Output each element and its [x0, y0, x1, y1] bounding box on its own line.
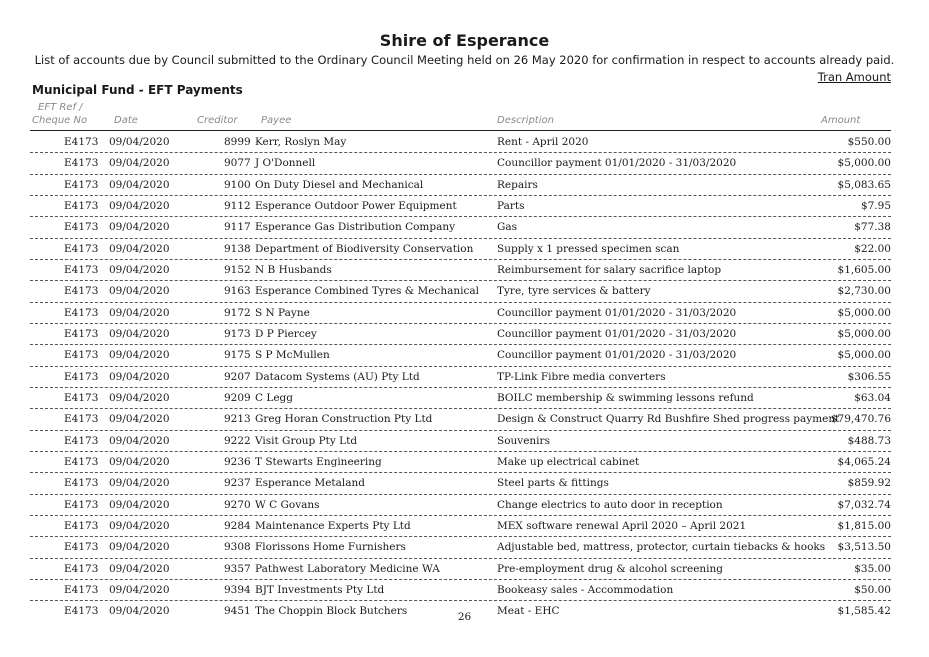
cell-creditor: 9077 [224, 157, 251, 170]
table-row [30, 516, 891, 537]
table-row [30, 260, 891, 281]
cell-amount: $306.55 [847, 370, 891, 383]
table-row [30, 388, 891, 409]
page-number: 26 [457, 611, 472, 623]
cell-ref: E4173 [64, 455, 99, 468]
cell-amount: $1,585.42 [837, 605, 891, 618]
table-row [30, 409, 891, 430]
col-header-ref-line2: Cheque No [32, 115, 88, 126]
table-row [30, 239, 891, 260]
cell-payee: Esperance Combined Tyres & Mechanical [255, 285, 479, 298]
cell-creditor: 9270 [224, 498, 251, 511]
cell-date: 09/04/2020 [109, 327, 170, 340]
cell-creditor: 9394 [224, 583, 251, 596]
cell-description: Change electrics to auto door in reception [497, 498, 723, 511]
cell-creditor: 9237 [224, 477, 251, 490]
table-row [30, 217, 891, 238]
table-row [30, 452, 891, 473]
section-title: Municipal Fund - EFT Payments [32, 83, 243, 97]
cell-date: 09/04/2020 [109, 498, 170, 511]
cell-amount: $63.04 [854, 391, 891, 404]
cell-amount: $7.95 [860, 199, 891, 212]
cell-description: Councillor payment 01/01/2020 - 31/03/2020 [497, 349, 737, 362]
cell-payee: S P McMullen [255, 349, 330, 362]
col-header-creditor: Creditor [197, 115, 238, 126]
cell-description: Councillor payment 01/01/2020 - 31/03/2020 [497, 157, 737, 170]
cell-creditor: 9117 [224, 221, 251, 234]
cell-payee: BJT Investments Pty Ltd [255, 583, 385, 596]
cell-ref: E4173 [64, 605, 99, 618]
cell-creditor: 9152 [224, 263, 251, 276]
cell-payee: T Stewarts Engineering [255, 455, 382, 468]
cell-creditor: 9172 [224, 306, 251, 319]
cell-date: 09/04/2020 [109, 391, 170, 404]
table-row [30, 495, 891, 516]
cell-creditor: 9138 [224, 242, 251, 255]
cell-description: Tyre, tyre services & battery [497, 285, 651, 298]
cell-amount: $550.00 [847, 136, 891, 148]
cell-date: 09/04/2020 [109, 199, 170, 212]
cell-date: 09/04/2020 [109, 242, 170, 255]
table-row [30, 324, 891, 345]
cell-creditor: 9236 [224, 455, 251, 468]
col-header-payee: Payee [261, 115, 292, 126]
table-row [30, 367, 891, 388]
cell-description: Steel parts & fittings [497, 477, 609, 490]
cell-payee: Esperance Gas Distribution Company [255, 221, 456, 234]
cell-ref: E4173 [64, 136, 99, 148]
cell-date: 09/04/2020 [109, 263, 170, 276]
cell-creditor: 9284 [224, 519, 251, 532]
table-row [30, 196, 891, 217]
cell-ref: E4173 [64, 391, 99, 404]
cell-date: 09/04/2020 [109, 605, 170, 618]
cell-date: 09/04/2020 [109, 285, 170, 298]
cell-ref: E4173 [64, 285, 99, 298]
cell-creditor: 9222 [224, 434, 251, 447]
cell-creditor: 9357 [224, 562, 251, 575]
cell-ref: E4173 [64, 413, 99, 426]
cell-date: 09/04/2020 [109, 136, 170, 148]
table-row [30, 303, 891, 324]
header-rule [30, 130, 891, 131]
cell-creditor: 9308 [224, 541, 251, 554]
cell-ref: E4173 [64, 306, 99, 319]
cell-amount: $35.00 [854, 562, 891, 575]
cell-ref: E4173 [64, 541, 99, 554]
cell-payee: Department of Biodiversity Conservation [255, 242, 474, 255]
payments-table [30, 132, 891, 622]
cell-payee: Maintenance Experts Pty Ltd [255, 519, 411, 532]
cell-date: 09/04/2020 [109, 349, 170, 362]
table-row [30, 132, 891, 153]
cell-description: Pre-employment drug & alcohol screening [497, 562, 724, 575]
cell-date: 09/04/2020 [109, 455, 170, 468]
cell-description: Repairs [497, 178, 538, 191]
table-row [30, 281, 891, 302]
cell-ref: E4173 [64, 178, 99, 191]
cell-payee: J O'Donnell [255, 157, 316, 170]
cell-payee: Esperance Metaland [255, 477, 366, 490]
cell-payee: S N Payne [255, 306, 310, 319]
cell-date: 09/04/2020 [109, 306, 170, 319]
cell-payee: N B Husbands [255, 263, 332, 276]
cell-description: Meat - EHC [497, 605, 560, 618]
cell-creditor: 9209 [224, 391, 251, 404]
cell-amount: $77.38 [854, 221, 891, 234]
table-row [30, 559, 891, 580]
col-header-date: Date [114, 115, 138, 126]
cell-amount: $22.00 [854, 242, 891, 255]
cell-description: Reimbursement for salary sacrifice laptop [497, 263, 722, 276]
cell-amount: $3,513.50 [837, 541, 891, 554]
cell-amount: $859.92 [847, 477, 891, 490]
cell-date: 09/04/2020 [109, 221, 170, 234]
cell-creditor: 9163 [224, 285, 251, 298]
cell-payee: Kerr, Roslyn May [255, 136, 347, 148]
cell-payee: Greg Horan Construction Pty Ltd [255, 413, 433, 426]
cell-description: TP-Link Fibre media converters [497, 370, 666, 383]
cell-description: Bookeasy sales - Accommodation [497, 583, 674, 596]
cell-date: 09/04/2020 [109, 178, 170, 191]
cell-ref: E4173 [64, 157, 99, 170]
cell-date: 09/04/2020 [109, 157, 170, 170]
table-row [30, 537, 891, 558]
cell-payee: D P Piercey [255, 327, 317, 340]
cell-payee: Visit Group Pty Ltd [255, 434, 358, 447]
cell-creditor: 9213 [224, 413, 251, 426]
cell-description: Supply x 1 pressed specimen scan [497, 242, 680, 255]
tran-amount-label: Tran Amount [817, 70, 891, 84]
cell-ref: E4173 [64, 349, 99, 362]
cell-date: 09/04/2020 [109, 477, 170, 490]
col-header-description: Description [497, 115, 554, 126]
cell-amount: $50.00 [854, 583, 891, 596]
cell-payee: The Choppin Block Butchers [255, 605, 408, 618]
cell-creditor: 9451 [224, 605, 251, 618]
cell-date: 09/04/2020 [109, 583, 170, 596]
cell-date: 09/04/2020 [109, 370, 170, 383]
cell-date: 09/04/2020 [109, 562, 170, 575]
cell-ref: E4173 [64, 583, 99, 596]
cell-creditor: 9112 [224, 199, 251, 212]
cell-amount: $7,032.74 [837, 498, 891, 511]
cell-ref: E4173 [64, 434, 99, 447]
cell-payee: Esperance Outdoor Power Equipment [255, 199, 457, 212]
cell-ref: E4173 [64, 263, 99, 276]
cell-amount: $1,815.00 [837, 519, 891, 532]
cell-description: Gas [497, 221, 518, 234]
cell-description: Design & Construct Quarry Rd Bushfire Shed progress payment [497, 413, 840, 426]
cell-date: 09/04/2020 [109, 519, 170, 532]
table-row [30, 345, 891, 366]
cell-creditor: 8999 [224, 136, 251, 148]
cell-description: Rent - April 2020 [497, 136, 589, 148]
cell-payee: C Legg [255, 391, 294, 404]
cell-date: 09/04/2020 [109, 413, 170, 426]
page-title: Shire of Esperance [379, 31, 550, 50]
table-row [30, 431, 891, 452]
table-row [30, 473, 891, 494]
cell-ref: E4173 [64, 327, 99, 340]
cell-amount: $5,083.65 [837, 178, 891, 191]
table-row [30, 153, 891, 174]
cell-ref: E4173 [64, 519, 99, 532]
table-row [30, 175, 891, 196]
col-header-amount: Amount [821, 115, 861, 126]
cell-amount: $1,605.00 [837, 263, 891, 276]
cell-payee: W C Govans [255, 498, 320, 511]
table-row [30, 580, 891, 601]
cell-ref: E4173 [64, 477, 99, 490]
cell-payee: Florissons Home Furnishers [255, 541, 406, 554]
cell-ref: E4173 [64, 498, 99, 511]
cell-ref: E4173 [64, 242, 99, 255]
cell-amount: $5,000.00 [837, 327, 891, 340]
cell-date: 09/04/2020 [109, 434, 170, 447]
cell-description: BOILC membership & swimming lessons refund [497, 391, 754, 404]
cell-description: MEX software renewal April 2020 – April 2021 [497, 519, 747, 532]
cell-ref: E4173 [64, 221, 99, 234]
cell-amount: $5,000.00 [837, 306, 891, 319]
cell-payee: On Duty Diesel and Mechanical [255, 178, 424, 191]
cell-description: Adjustable bed, mattress, protector, curtain tiebacks & hooks [497, 541, 826, 554]
cell-amount: $5,000.00 [837, 157, 891, 170]
cell-description: Make up electrical cabinet [497, 455, 640, 468]
cell-description: Parts [497, 199, 525, 212]
cell-amount: $4,065.24 [837, 455, 891, 468]
page-subtitle: List of accounts due by Council submitted to the Ordinary Council Meeting held on 26 May 2020 for confirmation in respect to accounts already paid. [34, 53, 895, 67]
cell-payee: Pathwest Laboratory Medicine WA [255, 562, 440, 575]
cell-ref: E4173 [64, 199, 99, 212]
cell-amount: $79,470.76 [830, 413, 891, 426]
cell-payee: Datacom Systems (AU) Pty Ltd [255, 370, 420, 383]
cell-creditor: 9100 [224, 178, 251, 191]
cell-description: Councillor payment 01/01/2020 - 31/03/2020 [497, 306, 737, 319]
cell-description: Souvenirs [497, 434, 550, 447]
cell-amount: $2,730.00 [837, 285, 891, 298]
cell-ref: E4173 [64, 562, 99, 575]
cell-date: 09/04/2020 [109, 541, 170, 554]
cell-amount: $488.73 [847, 434, 891, 447]
cell-creditor: 9207 [224, 370, 251, 383]
cell-ref: E4173 [64, 370, 99, 383]
cell-creditor: 9173 [224, 327, 251, 340]
cell-creditor: 9175 [224, 349, 251, 362]
cell-amount: $5,000.00 [837, 349, 891, 362]
col-header-ref-line1: EFT Ref / [38, 102, 83, 113]
cell-description: Councillor payment 01/01/2020 - 31/03/2020 [497, 327, 737, 340]
